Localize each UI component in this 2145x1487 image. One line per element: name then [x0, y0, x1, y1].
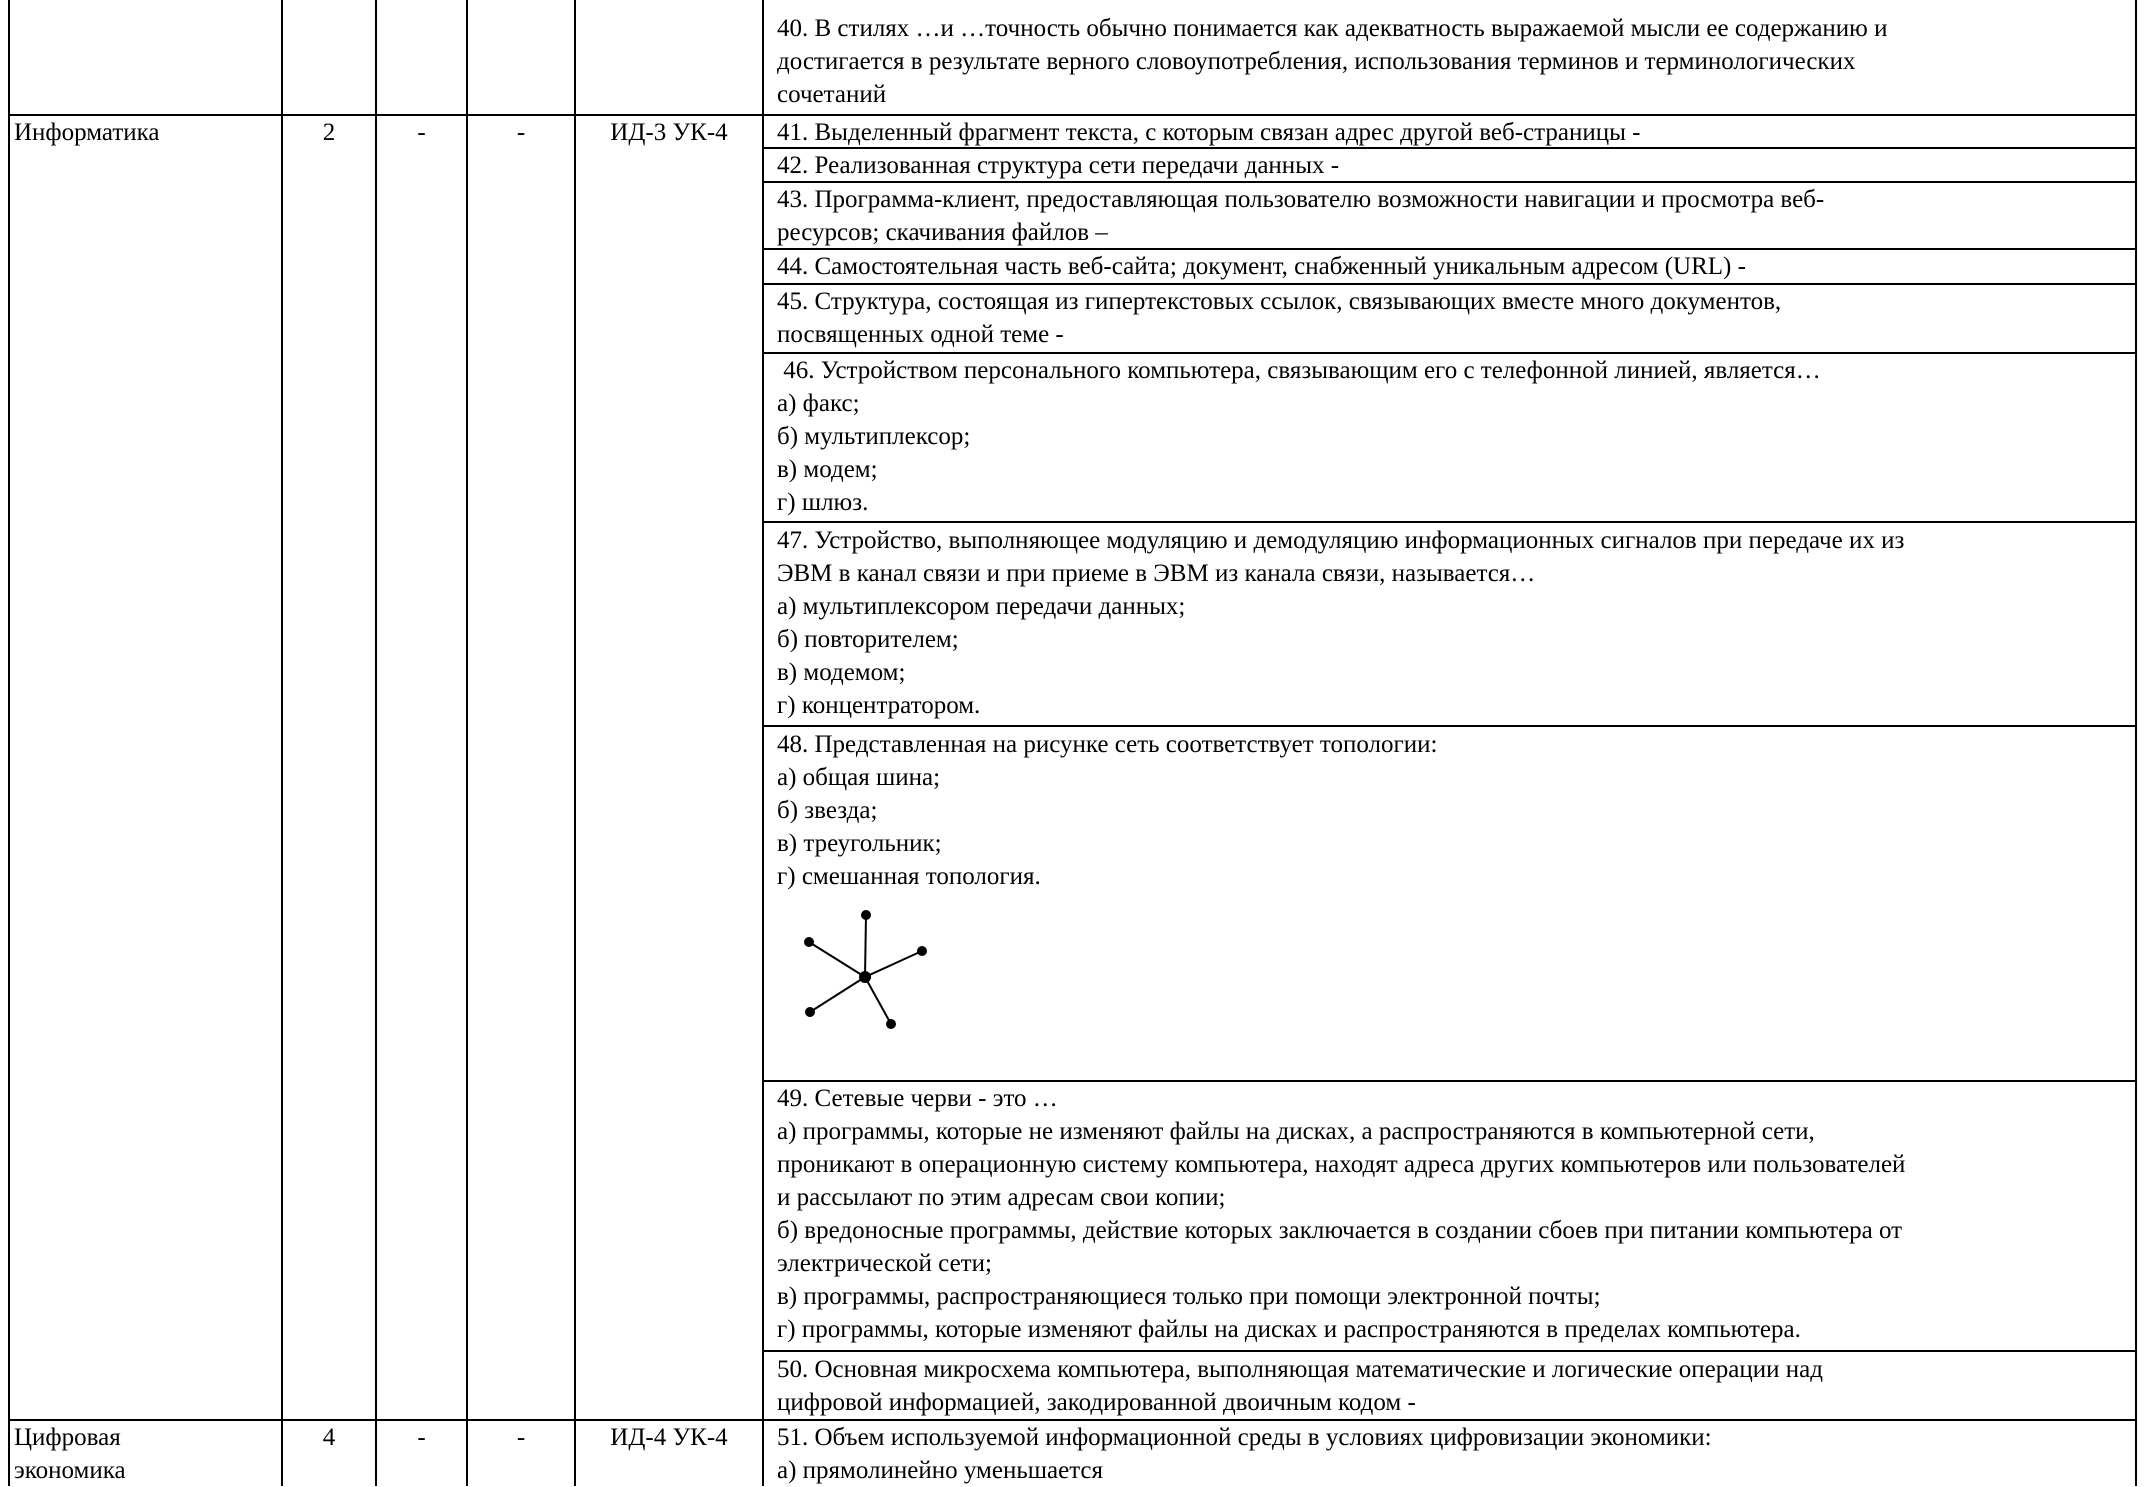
question-divider: [762, 521, 2137, 523]
answer-option: в) программы, распространяющиеся только при помощи электронной почты;: [777, 1283, 1601, 1310]
answer-option: а) программы, которые не изменяют файлы на дисках, а распространяются в компьютерной сети,: [777, 1118, 1815, 1145]
network-node: [917, 946, 927, 956]
answer-option: а) мультиплексором передачи данных;: [777, 593, 1186, 620]
answer-option: б) звезда;: [777, 797, 878, 824]
dash-cell: -: [516, 1424, 526, 1451]
question-43-line-1: 43. Программа-клиент, предоставляющая пользователю возможности навигации и просмотра веб-: [777, 186, 1825, 213]
network-node: [861, 910, 871, 920]
hours-value: 4: [322, 1424, 336, 1451]
table-border-left: [8, 0, 10, 1486]
answer-option: б) повторителем;: [777, 626, 959, 653]
discipline-name-line-2: экономика: [14, 1457, 126, 1484]
answer-option: г) программы, которые изменяют файлы на дисках и распространяются в пределах компьютера.: [777, 1316, 1801, 1343]
answer-option: г) смешанная топология.: [777, 863, 1041, 890]
question-47-stem-line-2: ЭВМ в канал связи и при приеме в ЭВМ из канала связи, называется…: [777, 560, 1536, 587]
dash-cell: -: [417, 119, 426, 146]
question-41: 41. Выделенный фрагмент текста, с которым связан адрес другой веб-страницы -: [777, 119, 1641, 146]
column-divider-1: [281, 0, 283, 1486]
answer-option: г) шлюз.: [777, 489, 869, 516]
hours-value: 2: [322, 119, 336, 146]
question-divider: [762, 1350, 2137, 1352]
answer-option: а) прямолинейно уменьшается: [777, 1457, 1104, 1484]
question-42: 42. Реализованная структура сети передачи данных -: [777, 152, 1340, 179]
column-divider-3: [466, 0, 468, 1486]
hub-node: [859, 971, 871, 983]
column-divider-2: [375, 0, 377, 1486]
question-43-line-2: ресурсов; скачивания файлов –: [777, 219, 1108, 246]
answer-option: б) мультиплексор;: [777, 423, 971, 450]
dash-cell: -: [516, 119, 526, 146]
network-node: [804, 937, 814, 947]
answer-option: в) модемом;: [777, 659, 906, 686]
network-link: [865, 951, 922, 977]
answer-option: в) модем;: [777, 456, 878, 483]
answer-option: в) треугольник;: [777, 830, 942, 857]
question-40-line-2: достигается в результате верного словоупотребления, использования терминов и терминологических: [777, 48, 1856, 75]
question-47-stem-line-1: 47. Устройство, выполняющее модуляцию и демодуляцию информационных сигналов при передаче их из: [777, 527, 1905, 554]
dash-cell: -: [417, 1424, 426, 1451]
question-46-stem: 46. Устройством персонального компьютера, связывающим его с телефонной линией, является…: [777, 357, 1821, 384]
question-51-stem: 51. Объем используемой информационной среды в условиях цифровизации экономики:: [777, 1424, 1712, 1451]
question-45-line-2: посвященных одной теме -: [777, 321, 1064, 348]
question-49-stem: 49. Сетевые черви - это …: [777, 1085, 1058, 1112]
question-divider: [762, 725, 2137, 727]
table-border-right: [2135, 0, 2137, 1486]
network-link: [865, 977, 891, 1024]
question-40-line-1: 40. В стилях …и …точность обычно понимается как адекватность выражаемой мысли ее содержанию и: [777, 15, 1888, 42]
network-node: [805, 1007, 815, 1017]
column-divider-5: [762, 0, 764, 1486]
question-40-line-3: сочетаний: [777, 81, 887, 108]
competence-code: ИД-3 УК-4: [610, 119, 728, 146]
question-44: 44. Самостоятельная часть веб-сайта; документ, снабженный уникальным адресом (URL) -: [777, 253, 1746, 280]
discipline-name-line-1: Цифровая: [14, 1424, 121, 1451]
network-node: [886, 1019, 896, 1029]
network-link: [810, 977, 865, 1012]
question-50-line-1: 50. Основная микросхема компьютера, выполняющая математические и логические операции над: [777, 1356, 1823, 1383]
discipline-name: Информатика: [14, 119, 160, 146]
answer-option-continued: и рассылают по этим адресам свои копии;: [777, 1184, 1226, 1211]
answer-option: а) общая шина;: [777, 764, 941, 791]
question-45-line-1: 45. Структура, состоящая из гипертекстовых ссылок, связывающих вместе много документов,: [777, 288, 1782, 315]
column-divider-4: [574, 0, 576, 1486]
answer-option: а) факс;: [777, 390, 860, 417]
answer-option: г) концентратором.: [777, 692, 981, 719]
answer-option-continued: проникают в операционную систему компьютера, находят адреса других компьютеров или пользователей: [777, 1151, 1906, 1178]
answer-option-continued: электрической сети;: [777, 1250, 992, 1277]
question-48-stem: 48. Представленная на рисунке сеть соответствует топологии:: [777, 731, 1438, 758]
network-link: [865, 915, 866, 977]
competence-code: ИД-4 УК-4: [610, 1424, 728, 1451]
answer-option: б) вредоносные программы, действие которых заключается в создании сбоев при питании компьютера от: [777, 1217, 1903, 1244]
network-link: [809, 942, 865, 977]
question-50-line-2: цифровой информацией, закодированной двоичным кодом -: [777, 1389, 1416, 1416]
star-topology-figure: [795, 900, 935, 1040]
